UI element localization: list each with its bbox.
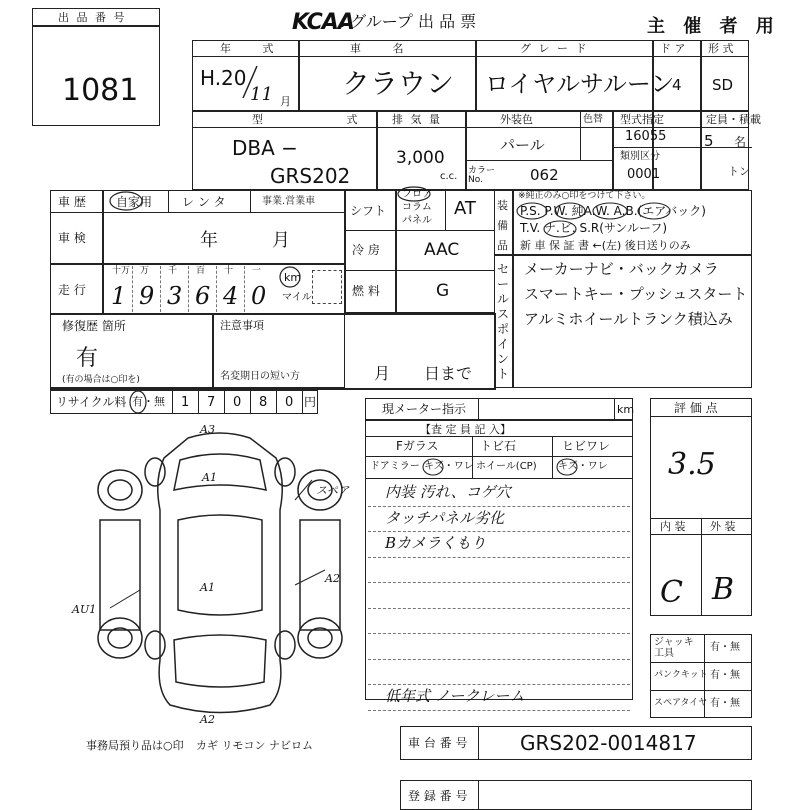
km-unit: km xyxy=(284,271,302,284)
interior-label: 内 装 xyxy=(660,520,686,533)
mileage-digit: 4 xyxy=(223,282,239,310)
recycle-digit: 8 xyxy=(259,395,268,410)
circle-mark xyxy=(128,388,152,414)
equipment-note: ※純正のみ○印をつけて下さい。 xyxy=(518,191,651,201)
type-spec-value: 16055 xyxy=(625,129,667,144)
inspection-label: 車 検 xyxy=(58,231,86,245)
vehicle-grade: ロイヤルサルーン xyxy=(485,70,675,98)
exterior-label: 外 装 xyxy=(710,520,736,533)
damage-mark: A2 xyxy=(200,713,215,726)
color-value: パール xyxy=(500,136,545,154)
score-overall: 3.5 xyxy=(668,447,716,482)
damage-mark: A2 xyxy=(325,572,340,585)
circle-mark xyxy=(512,200,712,240)
damage-mark: A3 xyxy=(200,423,215,436)
registration-label: 登 録 番 号 xyxy=(408,789,468,803)
grade-label: グ レ ー ド xyxy=(520,42,589,55)
chassis-value: GRS202-0014817 xyxy=(520,731,697,755)
model-label: 型 式 xyxy=(252,113,398,126)
inspection-year: 年 xyxy=(200,230,218,251)
inspector-note: 内装 汚れ、コゲ穴 xyxy=(385,483,511,501)
vehicle-body: SD xyxy=(712,76,734,94)
shift-label: シフト xyxy=(350,204,387,218)
tool-value: 有・無 xyxy=(710,670,740,681)
fuel-value: G xyxy=(436,281,450,301)
class-label: 類別区分 xyxy=(620,151,660,162)
recycle-digit: 7 xyxy=(207,395,216,410)
recycle-digit: 1 xyxy=(181,395,190,410)
mileage-digit-label: 万 xyxy=(140,266,150,276)
inspector-note: タッチパネル劣化 xyxy=(385,508,505,527)
vehicle-doors: 4 xyxy=(672,76,682,94)
organizer-label: 主 催 者 用 xyxy=(647,16,780,37)
repair-label: 修復歴 箇所 xyxy=(62,319,126,333)
mileage-digit-label: 一 xyxy=(252,266,262,276)
color-label: 外装色 xyxy=(500,113,533,126)
inspector-note: Bカメラくもり xyxy=(385,534,487,552)
car-diagram xyxy=(80,420,360,730)
mileage-label: 走 行 xyxy=(58,283,86,297)
recycle-digit: 0 xyxy=(233,395,242,410)
tool-value: 有・無 xyxy=(710,642,740,653)
mileage-digit-label: 十 xyxy=(224,266,234,276)
body-label: 形 式 xyxy=(708,42,734,55)
exterior-score: B xyxy=(712,572,735,607)
tool-label: スペアタイヤ xyxy=(654,698,708,708)
mileage-digit: 6 xyxy=(195,282,211,310)
mileage-digit: 9 xyxy=(139,282,155,310)
mileage-digit: 1 xyxy=(111,282,127,310)
sales-label: セールスポイント xyxy=(497,262,510,381)
damage-mark: スペア xyxy=(316,484,349,497)
shift-floor: フロア xyxy=(402,189,432,200)
recycle-opts: 有・無 xyxy=(132,395,165,408)
model-value: GRS202 xyxy=(270,164,351,188)
shift-column: コラム xyxy=(402,202,432,213)
glass-label: Fガラス xyxy=(396,439,439,453)
short-label: 名変期日の短い方 xyxy=(220,371,300,382)
tool-label: パンクキット xyxy=(654,670,708,680)
fuel-label: 燃 料 xyxy=(352,284,380,298)
office-items: カギ リモコン ナビロム xyxy=(196,739,313,752)
mileage-digit: 3 xyxy=(167,282,183,310)
shift-value: AT xyxy=(454,198,476,219)
capacity-unit: 名 xyxy=(734,135,747,149)
inspector-note: 低年式 ノークレーム xyxy=(385,687,525,705)
class-value: 0001 xyxy=(627,167,661,182)
mile-unit: マイル xyxy=(282,292,312,303)
model-prefix: DBA − xyxy=(232,136,298,160)
month-unit: 月 xyxy=(280,95,291,108)
shift-panel: パネル xyxy=(402,215,432,226)
name-label: 車 名 xyxy=(350,42,418,55)
capacity-label: 定員・積載 xyxy=(706,113,761,126)
circle-mark xyxy=(420,456,640,478)
displacement-label: 排 気 量 xyxy=(392,113,442,126)
recycle-digit: 0 xyxy=(285,395,294,410)
form-title: . グループ 出 品 票 xyxy=(340,12,477,31)
meter-label: 現メーター指示 xyxy=(382,402,467,416)
mirror-label: ドアミラー xyxy=(370,461,420,472)
color-swap-label: 色替 xyxy=(583,114,603,125)
type-spec-label: 型式指定 xyxy=(620,113,664,126)
color-no-value: 062 xyxy=(530,166,559,184)
recycle-label: リサイクル料 xyxy=(56,395,127,409)
equipment-line1: P.S. P.W. 純A.W. A.B.(エアバック) xyxy=(520,204,706,218)
cc-unit: c.c. xyxy=(440,171,458,182)
caution-label: 注意事項 xyxy=(220,319,264,332)
sales-point: メーカーナビ・バックカメラ xyxy=(524,260,719,278)
sales-point: アルミホイールトランク積込み xyxy=(524,310,733,328)
lot-label: 出 品 番 号 xyxy=(58,11,127,24)
sales-point: スマートキー・プッシュスタート xyxy=(524,285,748,303)
mileage-digit-label: 百 xyxy=(196,266,206,276)
tool-label: ジャッキ 工具 xyxy=(654,637,694,659)
mileage-digit-label: 千 xyxy=(168,266,178,276)
circle-mark xyxy=(396,186,432,202)
equipment-line3: 新 車 保 証 書 ←(左) 後日送りのみ xyxy=(520,239,691,252)
glass-chip: トビ石 xyxy=(480,439,517,453)
year-era: H.20 xyxy=(200,66,247,90)
repair-value: 有 xyxy=(76,346,99,371)
inspection-month: 月 xyxy=(272,230,290,251)
color-no-label: カラー No. xyxy=(468,166,496,185)
tool-value: 有・無 xyxy=(710,698,740,709)
short-day: 日まで xyxy=(424,364,473,383)
damage-mark: A1 xyxy=(200,581,215,594)
wheel-label: ホイール(CP) xyxy=(476,461,537,472)
circle-mark xyxy=(278,265,302,289)
inspector-title: 【査 定 員 記 入】 xyxy=(420,423,511,436)
history-label: 車 歴 xyxy=(58,195,86,209)
displacement-value: 3,000 xyxy=(396,148,445,168)
history-business: 事業.営業車 xyxy=(262,196,316,207)
load-unit: トン xyxy=(728,165,750,178)
equipment-line2: T.V. ナ.ビ. S.R(サンルーフ) xyxy=(520,221,668,235)
year-month: 11 xyxy=(250,84,273,105)
glass-crack: ヒビワレ xyxy=(562,439,611,453)
office-note: 事務局預り品は○印 xyxy=(86,739,184,752)
repair-note: (有の場合は○印を) xyxy=(62,375,140,385)
yen-unit: 円 xyxy=(304,395,317,409)
short-month: 月 xyxy=(374,364,391,383)
meter-unit: km xyxy=(617,403,635,416)
circle-mark xyxy=(108,190,164,212)
brand-logo: KCAA xyxy=(292,10,354,35)
damage-mark: AU1 xyxy=(72,603,97,616)
capacity-value: 5 xyxy=(704,132,714,150)
history-private: 自家用 xyxy=(116,195,153,209)
year-label: 年 式 xyxy=(220,42,288,55)
ac-label: 冷 房 xyxy=(352,243,380,257)
equipment-label: 装 備 品 xyxy=(497,199,508,252)
chassis-label: 車 台 番 号 xyxy=(408,736,468,750)
history-rental: レ ン タ xyxy=(182,195,226,209)
mile-box xyxy=(312,270,342,304)
mileage-digit-label: 十万 xyxy=(112,266,131,276)
damage-mark: A1 xyxy=(202,471,217,484)
mirror-value: キズ・ワレ xyxy=(424,461,474,472)
mileage-digit: 0 xyxy=(251,282,267,310)
vehicle-name: クラウン xyxy=(342,67,455,100)
interior-score: C xyxy=(660,575,683,610)
wheel-value: キズ・ワレ xyxy=(558,461,608,472)
slash-mark xyxy=(235,62,265,102)
ac-value: AAC xyxy=(424,240,460,260)
doors-label: ド ア xyxy=(660,42,686,55)
score-label: 評 価 点 xyxy=(674,401,718,415)
lot-number: 1081 xyxy=(62,73,139,108)
